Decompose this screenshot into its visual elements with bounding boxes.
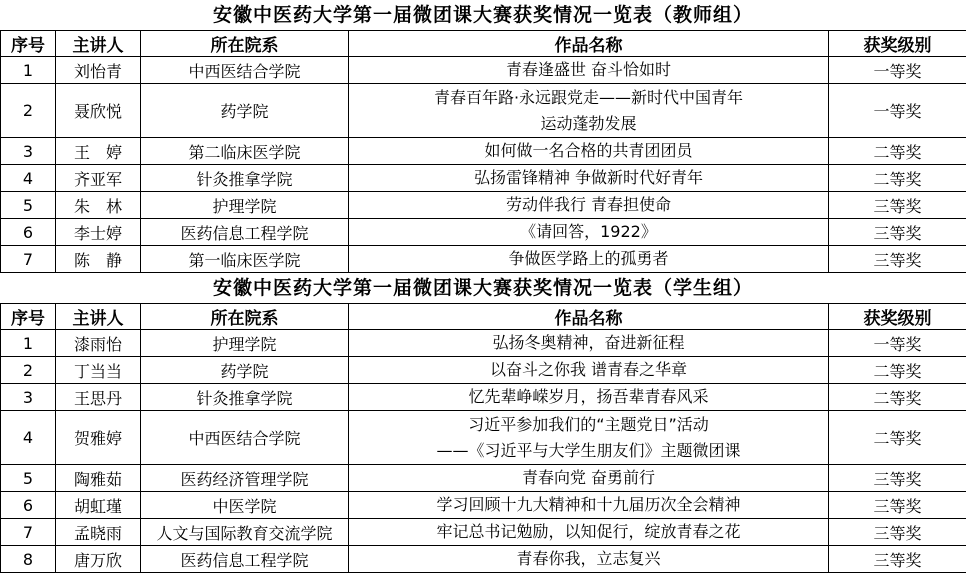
cell-work [349, 357, 829, 384]
header-award: 获奖级别 [829, 31, 966, 57]
cell-no: 7 [1, 519, 56, 546]
cell-award: 二等奖 [829, 165, 966, 192]
table-row [1, 411, 966, 465]
cell-speaker: 陈 静 [56, 246, 141, 273]
cell-dept: 药学院 [141, 357, 349, 384]
header-dept: 所在院系 [141, 31, 349, 57]
table-row [1, 384, 966, 411]
table-row [1, 546, 966, 573]
cell-speaker: 聂欣悦 [56, 84, 141, 138]
cell-speaker: 刘怡青 [56, 57, 141, 84]
cell-award: 二等奖 [829, 138, 966, 165]
cell-speaker: 漆雨怡 [56, 330, 141, 357]
work-line: 青春逢盛世 奋斗恰如时 [505, 60, 672, 79]
work-line: 劳动伴我行 青春担使命 [505, 195, 672, 214]
cell-work [349, 465, 829, 492]
cell-speaker: 王 婷 [56, 138, 141, 165]
cell-no: 8 [1, 546, 56, 573]
cell-no: 1 [1, 330, 56, 357]
cell-dept: 医药信息工程学院 [141, 546, 349, 573]
cell-dept: 中西医结合学院 [141, 57, 349, 84]
header-work: 作品名称 [349, 31, 829, 57]
cell-dept: 人文与国际教育交流学院 [141, 519, 349, 546]
cell-work [349, 219, 829, 246]
table-row [1, 357, 966, 384]
work-line: 忆先辈峥嵘岁月，扬吾辈青春风采 [468, 387, 709, 406]
cell-work [349, 84, 829, 138]
work-line: 运动蓬勃发展 [540, 113, 637, 133]
table-row [1, 465, 966, 492]
cell-award: 二等奖 [829, 384, 966, 411]
cell-award: 一等奖 [829, 330, 966, 357]
work-line: 弘扬雷锋精神 争做新时代好青年 [473, 168, 704, 187]
cell-dept: 中医学院 [141, 492, 349, 519]
header-no: 序号 [1, 304, 56, 330]
teacher-table-title: 安徽中医药大学第一届微团课大赛获奖情况一览表（教师组） [212, 4, 753, 26]
cell-speaker: 朱 林 [56, 192, 141, 219]
table-row [1, 519, 966, 546]
cell-work [349, 411, 829, 465]
table-row [1, 57, 966, 84]
cell-no: 7 [1, 246, 56, 273]
cell-speaker: 王思丹 [56, 384, 141, 411]
cell-no: 2 [1, 357, 56, 384]
student-table-title: 安徽中医药大学第一届微团课大赛获奖情况一览表（学生组） [212, 277, 753, 299]
student-table-body [1, 330, 966, 573]
cell-work [349, 165, 829, 192]
cell-work [349, 330, 829, 357]
cell-work [349, 57, 829, 84]
cell-speaker: 李士婷 [56, 219, 141, 246]
table-row [1, 138, 966, 165]
teacher-header-row [1, 31, 966, 57]
work-line: 青春向党 奋勇前行 [521, 468, 656, 487]
cell-speaker: 唐万欣 [56, 546, 141, 573]
cell-dept: 第二临床医学院 [141, 138, 349, 165]
cell-work [349, 546, 829, 573]
cell-no: 6 [1, 492, 56, 519]
table-row [1, 246, 966, 273]
cell-no: 3 [1, 138, 56, 165]
cell-dept: 第一临床医学院 [141, 246, 349, 273]
cell-award: 三等奖 [829, 546, 966, 573]
cell-work [349, 384, 829, 411]
work-line: ——《习近平与大学生朋友们》主题微团课 [436, 440, 741, 460]
cell-no: 3 [1, 384, 56, 411]
table-row [1, 192, 966, 219]
cell-dept: 中西医结合学院 [141, 411, 349, 465]
cell-speaker: 丁当当 [56, 357, 141, 384]
cell-speaker: 胡虹瑾 [56, 492, 141, 519]
cell-dept: 医药信息工程学院 [141, 219, 349, 246]
work-line: 争做医学路上的孤勇者 [508, 249, 669, 268]
cell-award: 二等奖 [829, 411, 966, 465]
student-award-table [0, 303, 966, 573]
cell-award: 三等奖 [829, 246, 966, 273]
header-dept: 所在院系 [141, 304, 349, 330]
work-line: 学习回顾十九大精神和十九届历次全会精神 [436, 495, 741, 514]
table-row [1, 219, 966, 246]
work-line: 如何做一名合格的共青团团员 [484, 141, 693, 160]
cell-dept: 针灸推拿学院 [141, 165, 349, 192]
cell-no: 5 [1, 192, 56, 219]
work-line: 以奋斗之你我 谱青春之华章 [489, 360, 688, 379]
cell-award: 三等奖 [829, 192, 966, 219]
cell-dept: 护理学院 [141, 192, 349, 219]
work-line: 牢记总书记勉励，以知促行，绽放青春之花 [436, 522, 741, 541]
table-row [1, 492, 966, 519]
cell-speaker: 贺雅婷 [56, 411, 141, 465]
cell-award: 三等奖 [829, 219, 966, 246]
cell-award: 三等奖 [829, 465, 966, 492]
cell-work [349, 246, 829, 273]
header-no: 序号 [1, 31, 56, 57]
cell-work [349, 192, 829, 219]
cell-dept: 医药经济管理学院 [141, 465, 349, 492]
work-line: 《请回答，1922》 [520, 222, 657, 241]
work-line: 青春你我，立志复兴 [516, 549, 661, 568]
cell-award: 一等奖 [829, 57, 966, 84]
cell-award: 二等奖 [829, 357, 966, 384]
cell-no: 1 [1, 57, 56, 84]
student-header-row [1, 304, 966, 330]
table-row [1, 84, 966, 138]
cell-work [349, 138, 829, 165]
table-row [1, 330, 966, 357]
cell-speaker: 陶雅茹 [56, 465, 141, 492]
work-line: 青春百年路·永远跟党走——新时代中国青年 [433, 87, 744, 107]
header-speaker: 主讲人 [56, 304, 141, 330]
cell-no: 5 [1, 465, 56, 492]
cell-no: 2 [1, 84, 56, 138]
cell-work [349, 519, 829, 546]
cell-award: 一等奖 [829, 84, 966, 138]
header-award: 获奖级别 [829, 304, 966, 330]
cell-no: 4 [1, 165, 56, 192]
cell-award: 三等奖 [829, 519, 966, 546]
cell-speaker: 齐亚军 [56, 165, 141, 192]
teacher-award-table [0, 30, 966, 273]
work-line: 习近平参加我们的“主题党日”活动 [468, 414, 709, 434]
work-line: 弘扬冬奥精神，奋进新征程 [492, 333, 685, 352]
header-work: 作品名称 [349, 304, 829, 330]
cell-speaker: 孟晓雨 [56, 519, 141, 546]
cell-no: 6 [1, 219, 56, 246]
cell-no: 4 [1, 411, 56, 465]
header-speaker: 主讲人 [56, 31, 141, 57]
table-row [1, 165, 966, 192]
cell-dept: 护理学院 [141, 330, 349, 357]
teacher-table-body [1, 57, 966, 273]
cell-work [349, 492, 829, 519]
cell-dept: 针灸推拿学院 [141, 384, 349, 411]
cell-dept: 药学院 [141, 84, 349, 138]
cell-award: 三等奖 [829, 492, 966, 519]
